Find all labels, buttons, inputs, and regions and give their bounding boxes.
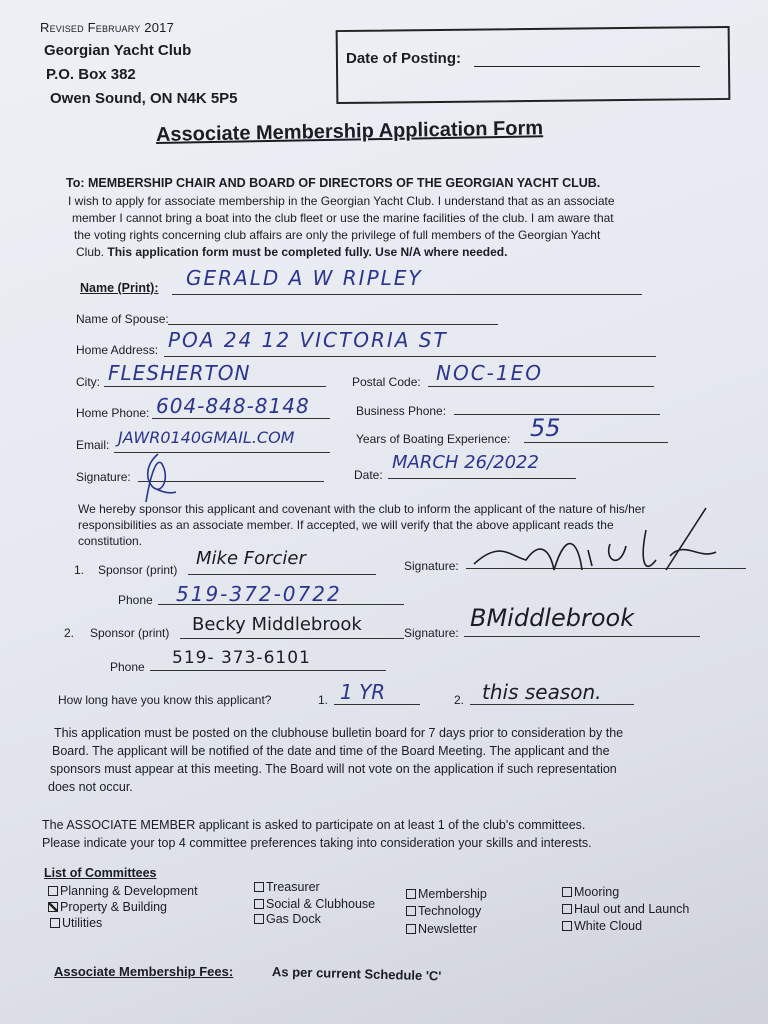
- form-title: Associate Membership Application Form: [155, 117, 544, 146]
- know-1-line[interactable]: [334, 704, 420, 705]
- know-question: How long have you know this applicant?: [58, 693, 272, 707]
- sponsor-1-name-line[interactable]: [188, 574, 376, 575]
- city-field-value[interactable]: FLESHERTON: [108, 361, 251, 385]
- sponsor-intro-1: We hereby sponsor this applicant and covenant with the club to inform the applicant of the nature of his/her: [78, 502, 646, 516]
- business-phone-label: Business Phone:: [356, 404, 447, 418]
- address-field-line[interactable]: [164, 356, 656, 357]
- boating-experience-label: Years of Boating Experience:: [356, 432, 511, 446]
- applicant-signature-mark: [136, 448, 186, 510]
- sponsor-intro-2: responsibilities as an associate member. If accepted, we will verify that the above applicant reads the: [78, 518, 614, 532]
- know-1-value[interactable]: 1 YR: [340, 680, 386, 704]
- po-box: P.O. Box 382: [46, 66, 136, 83]
- fees-value: As per current Schedule 'C': [271, 964, 442, 984]
- committee-label: Membership: [418, 887, 487, 901]
- city-field-line[interactable]: [104, 386, 326, 387]
- intro-line-3: the voting rights concerning club affairs are only the privilege of full members of the Georgian Yacht: [74, 228, 601, 242]
- date-of-posting-field[interactable]: [474, 66, 700, 67]
- address-field-value[interactable]: POA 24 12 VICTORIA ST: [168, 328, 448, 352]
- date-label: Date:: [354, 468, 383, 482]
- email-label: Email:: [76, 438, 110, 452]
- checkbox-icon[interactable]: [562, 904, 572, 914]
- committee-technology[interactable]: [406, 904, 481, 918]
- posting-notice-2: Board. The applicant will be notified of the date and time of the Board Meeting. The applicant and the: [52, 744, 610, 758]
- committee-planning[interactable]: [48, 884, 198, 898]
- sponsor-2-phone[interactable]: 519- 373-6101: [172, 648, 311, 668]
- checkbox-icon[interactable]: [254, 899, 264, 909]
- committee-label: Treasurer: [266, 880, 320, 894]
- committee-white-cloud[interactable]: [562, 919, 642, 933]
- committee-gas-dock[interactable]: [254, 912, 321, 926]
- checkbox-icon[interactable]: [406, 924, 416, 934]
- committee-label: Mooring: [574, 885, 620, 899]
- sponsor-2-phone-line[interactable]: [150, 670, 386, 671]
- committee-mooring[interactable]: [562, 885, 619, 899]
- date-field-value[interactable]: MARCH 26/2022: [392, 452, 539, 473]
- committee-label: Utilities: [62, 916, 103, 930]
- checkbox-icon[interactable]: [254, 914, 264, 924]
- committee-label: Newsletter: [418, 922, 478, 936]
- checkbox-icon[interactable]: [406, 889, 416, 899]
- sponsor-2-phone-label: Phone: [110, 660, 145, 674]
- sponsor-intro-3: constitution.: [78, 534, 143, 548]
- home-phone-field-value[interactable]: 604-848-8148: [156, 394, 310, 418]
- address-label: Home Address:: [76, 343, 159, 357]
- fees-label: Associate Membership Fees:: [54, 964, 234, 979]
- postal-code-label: Postal Code:: [352, 375, 421, 389]
- participate-line-1: The ASSOCIATE MEMBER applicant is asked to participate on at least 1 of the club's committees.: [42, 818, 586, 832]
- posting-notice-3: sponsors must appear at this meeting. The Board will not vote on the application if such representation: [50, 762, 617, 776]
- committee-property[interactable]: [48, 900, 167, 914]
- club-name: Georgian Yacht Club: [44, 42, 192, 59]
- city-label: City:: [76, 375, 100, 389]
- intro-club: Club.: [76, 245, 105, 259]
- sponsor-2-name-line[interactable]: [180, 638, 404, 639]
- signature-label: Signature:: [76, 470, 131, 484]
- boating-experience-field-value[interactable]: 55: [530, 414, 561, 442]
- name-label: Name (Print):: [80, 281, 159, 295]
- committee-haul-out[interactable]: [562, 902, 689, 916]
- email-field-value[interactable]: JAWR0140GMAIL.COM: [118, 428, 295, 447]
- committees-title: List of Committees: [44, 866, 157, 880]
- date-field-line[interactable]: [388, 478, 576, 479]
- sponsor-2-label: Sponsor (print): [90, 626, 170, 640]
- home-phone-field-line[interactable]: [152, 418, 330, 419]
- intro-line-2: member I cannot bring a boat into the club fleet or use the marine facilities of the club. I am aware that: [72, 211, 614, 225]
- committee-membership[interactable]: [406, 887, 487, 901]
- spouse-field[interactable]: [168, 324, 498, 325]
- committee-treasurer[interactable]: [254, 880, 320, 894]
- committee-label: Social & Clubhouse: [266, 897, 376, 911]
- committee-newsletter[interactable]: [406, 922, 477, 936]
- sponsor-2-signature-line[interactable]: [464, 636, 700, 637]
- checkbox-checked-icon[interactable]: [48, 902, 58, 912]
- postal-code-field-value[interactable]: NOC-1EO: [436, 361, 543, 385]
- home-phone-label: Home Phone:: [76, 406, 150, 420]
- spouse-label: Name of Spouse:: [76, 312, 169, 326]
- revised-date: Revised February 2017: [40, 20, 175, 35]
- name-field-value[interactable]: GERALD A W RIPLEY: [186, 266, 423, 290]
- committee-label: Property & Building: [60, 900, 168, 914]
- intro-instructions: This application form must be completed fully. Use N/A where needed.: [107, 245, 508, 259]
- sponsor-1-label: Sponsor (print): [98, 563, 178, 577]
- checkbox-icon[interactable]: [562, 887, 572, 897]
- committee-social[interactable]: [254, 897, 375, 911]
- addressee-line: To: MEMBERSHIP CHAIR AND BOARD OF DIRECTORS OF THE GEORGIAN YACHT CLUB.: [66, 176, 601, 190]
- date-of-posting-label: Date of Posting:: [346, 50, 461, 67]
- committee-label: Gas Dock: [266, 912, 321, 926]
- sponsor-2-number: 2.: [64, 626, 75, 640]
- committee-utilities[interactable]: [50, 916, 102, 930]
- checkbox-icon[interactable]: [254, 882, 264, 892]
- committee-label: Technology: [418, 904, 482, 918]
- sponsor-2-signature: BMiddlebrook: [470, 604, 635, 632]
- postal-code-field-line[interactable]: [428, 386, 654, 387]
- committee-label: White Cloud: [574, 919, 643, 933]
- name-field-line[interactable]: [172, 294, 642, 295]
- committee-label: Haul out and Launch: [574, 902, 690, 916]
- sponsor-1-signature-label: Signature:: [404, 559, 459, 573]
- sponsor-2-name[interactable]: Becky Middlebrook: [192, 614, 362, 635]
- sponsor-2-signature-label: Signature:: [404, 626, 459, 640]
- posting-notice-4: does not occur.: [48, 780, 133, 794]
- sponsor-1-phone-label: Phone: [118, 593, 153, 607]
- checkbox-icon[interactable]: [50, 918, 60, 928]
- know-1-number: 1.: [318, 693, 329, 707]
- sponsor-1-name[interactable]: Mike Forcier: [196, 548, 306, 569]
- participate-line-2: Please indicate your top 4 committee preferences taking into consideration your skills and interests.: [42, 836, 592, 850]
- boating-experience-field-line[interactable]: [524, 442, 668, 443]
- checkbox-icon[interactable]: [562, 921, 572, 931]
- posting-notice-1: This application must be posted on the clubhouse bulletin board for 7 days prior to consideration by the: [54, 726, 624, 740]
- sponsor-1-signature-mark: [470, 500, 720, 596]
- sponsor-1-number: 1.: [74, 563, 85, 577]
- intro-line-1: I wish to apply for associate membership in the Georgian Yacht Club. I understand that as an associate: [68, 194, 615, 208]
- sponsor-1-phone[interactable]: 519-372-0722: [176, 582, 342, 606]
- checkbox-icon[interactable]: [48, 886, 58, 896]
- checkbox-icon[interactable]: [406, 906, 416, 916]
- intro-line-4: [76, 245, 507, 259]
- know-2-number: 2.: [454, 693, 465, 707]
- committee-label: Planning & Development: [60, 884, 198, 898]
- know-2-line[interactable]: [470, 704, 634, 705]
- know-2-value[interactable]: this season.: [482, 680, 602, 704]
- club-address: Owen Sound, ON N4K 5P5: [50, 90, 238, 107]
